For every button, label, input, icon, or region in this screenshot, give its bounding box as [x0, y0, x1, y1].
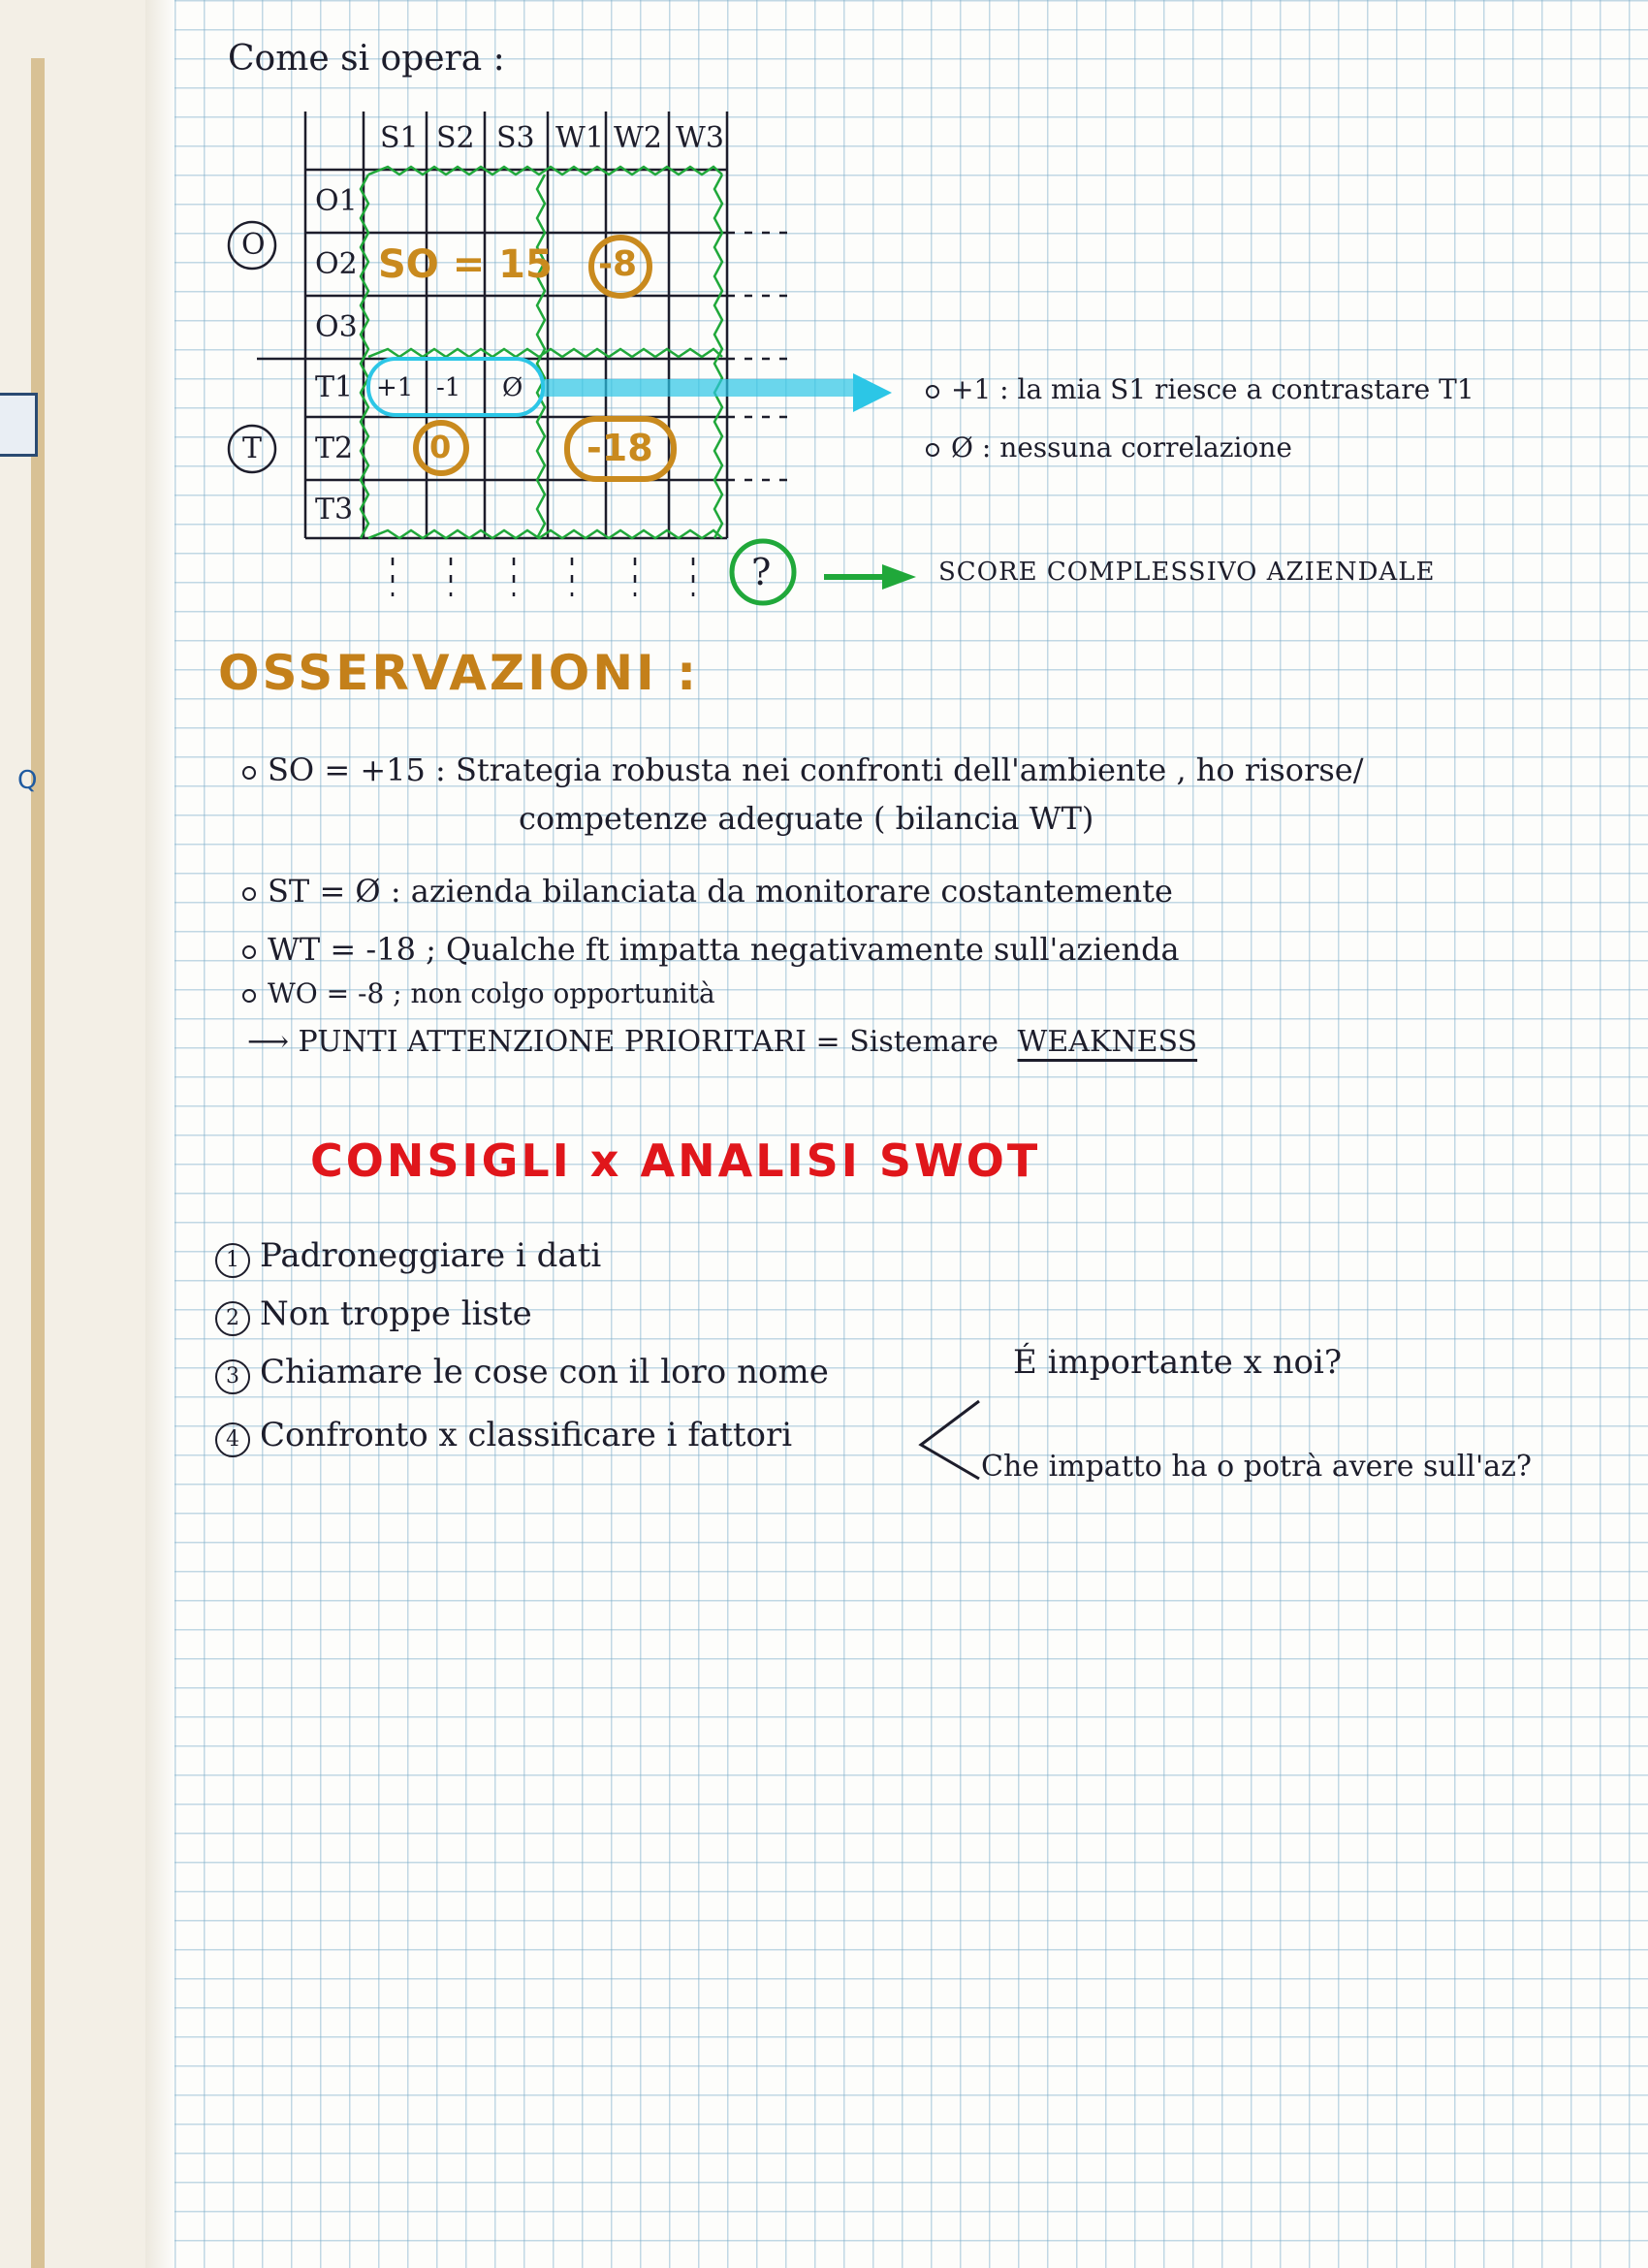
- number-4-icon: 4: [215, 1422, 250, 1457]
- so-label: SO = 15: [378, 242, 553, 287]
- legend-item-1: [926, 373, 1474, 405]
- advice-item-3: [215, 1353, 829, 1394]
- heading-text: Come si opera :: [228, 39, 505, 79]
- t1-s2-value: -1: [436, 373, 461, 402]
- advice-item-1: [215, 1236, 601, 1278]
- number-3-icon: 3: [215, 1359, 250, 1394]
- t1-s3-value: Ø: [502, 373, 523, 402]
- advice-item-4: [215, 1416, 792, 1457]
- obs-so-line1-text: SO = +15 : Strategia robusta nei confronti dell'ambiente , ho risorse/: [268, 751, 1364, 788]
- advice-item-4-text: Confronto x classificare i fattori: [260, 1416, 793, 1454]
- obs-priority-text: PUNTI ATTENZIONE PRIORITARI = Sistemare: [298, 1025, 998, 1059]
- bullet-icon: [242, 766, 256, 780]
- obs-wt: [242, 931, 1180, 968]
- advice-item-1-text: Padroneggiare i dati: [260, 1236, 602, 1275]
- advice-item-2: [215, 1294, 532, 1336]
- wo-value: -8: [598, 244, 637, 284]
- bullet-icon: [242, 989, 256, 1003]
- bullet-icon: [242, 887, 256, 901]
- row-o2: O2: [315, 247, 358, 281]
- obs-wt-text: WT = -18 ; Qualche ft impatta negativamente sull'azienda: [268, 931, 1180, 968]
- col-w1: W1: [555, 121, 604, 155]
- score-question-mark: ?: [751, 551, 772, 593]
- obs-wo: [242, 977, 715, 1009]
- advice-title: CONSIGLI x ANALISI SWOT: [310, 1134, 1041, 1187]
- col-s3: S3: [496, 121, 535, 155]
- group-t-label: T: [242, 431, 263, 465]
- row-o3: O3: [315, 310, 358, 344]
- st-value: 0: [429, 429, 452, 465]
- bullet-icon: [242, 945, 256, 959]
- obs-st-text: ST = Ø : azienda bilanciata da monitorare costantemente: [268, 873, 1173, 910]
- obs-priority-word: WEAKNESS: [1017, 1025, 1198, 1059]
- legend-item-1-text: +1 : la mia S1 riesce a contrastare T1: [951, 373, 1474, 405]
- row-t3: T3: [315, 493, 354, 527]
- green-arrow-head: [882, 564, 916, 590]
- score-label: SCORE COMPLESSIVO AZIENDALE: [938, 558, 1436, 587]
- group-o-label: O: [241, 228, 266, 262]
- number-2-icon: 2: [215, 1301, 250, 1336]
- legend-item-2-text: Ø : nessuna correlazione: [951, 431, 1292, 463]
- col-w2: W2: [614, 121, 662, 155]
- observations-title: OSSERVAZIONI :: [218, 645, 700, 701]
- col-s1: S1: [380, 121, 419, 155]
- row-t1: T1: [315, 370, 354, 404]
- row-t2: T2: [315, 431, 354, 465]
- obs-wo-text: WO = -8 ; non colgo opportunità: [268, 977, 715, 1009]
- bullet-icon: [926, 443, 939, 457]
- cyan-arrow-head: [853, 373, 892, 412]
- bullet-icon: [926, 385, 939, 399]
- obs-priority: [247, 1025, 1197, 1059]
- col-s2: S2: [436, 121, 475, 155]
- advice-branch-1: É importante x noi?: [1013, 1343, 1343, 1382]
- obs-so-line2: competenze adeguate ( bilancia WT): [519, 800, 1094, 837]
- row-o1: O1: [315, 184, 358, 218]
- advice-item-3-text: Chiamare le cose con il loro nome: [260, 1353, 829, 1391]
- arrow-right-icon: ⟶: [247, 1025, 299, 1059]
- obs-st: [242, 873, 1173, 910]
- col-w3: W3: [676, 121, 724, 155]
- advice-item-2-text: Non troppe liste: [260, 1294, 532, 1333]
- number-1-icon: 1: [215, 1243, 250, 1278]
- obs-so-line1: [242, 751, 1364, 788]
- advice-branch-2: Che impatto ha o potrà avere sull'az?: [981, 1450, 1532, 1484]
- wt-value: -18: [586, 427, 653, 469]
- t1-s1-value: +1: [376, 373, 414, 402]
- legend-item-2: [926, 431, 1292, 463]
- binding-q-mark: Q: [17, 766, 38, 795]
